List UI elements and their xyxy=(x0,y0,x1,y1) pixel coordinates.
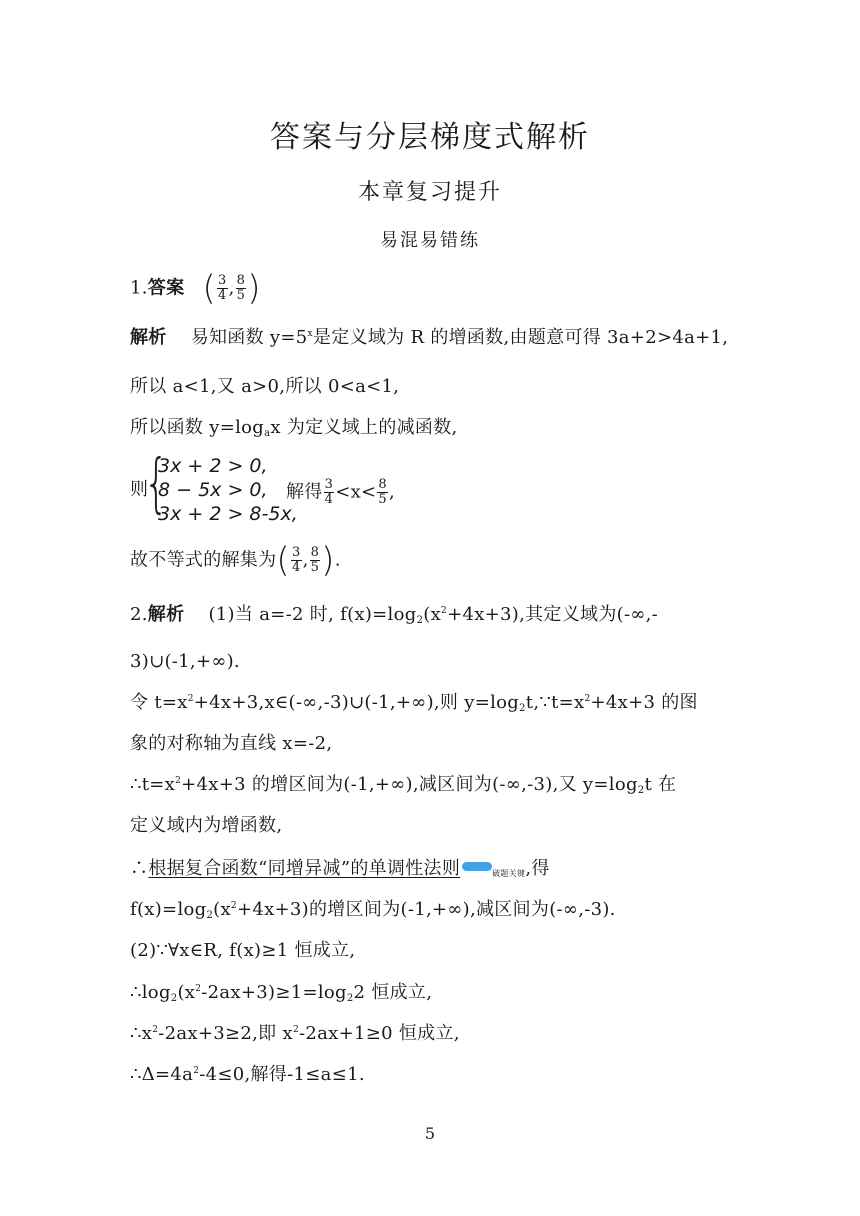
denominator: 4 xyxy=(291,560,301,575)
key-rule-underlined: 根据复合函数“同增异减”的单调性法则 xyxy=(148,858,461,879)
q1-answer-line: 1.答案 ( $\frac{3}{4}$ , $\frac{8}{5}$ ) xyxy=(130,268,261,309)
text: -2ax+3≥2,即 x xyxy=(158,1023,293,1044)
text: +4x+3),其定义域为(-∞,- xyxy=(447,604,659,625)
q2-line6: 定义域内为增函数, xyxy=(130,815,283,836)
superscript: 2 xyxy=(195,984,202,994)
text: +4x+3,x∈(-∞,-3)∪(-1,+∞),则 y=log xyxy=(193,692,520,713)
section-heading: 易混易错练 xyxy=(380,230,480,251)
text: ∴x xyxy=(130,1023,153,1044)
text: 易知函数 y=5 xyxy=(190,327,308,348)
denominator: 4 xyxy=(218,288,227,303)
chapter-subtitle: 本章复习提升 xyxy=(357,180,502,205)
fraction xyxy=(324,478,335,507)
superscript: 2 xyxy=(584,694,591,704)
subscript: 2 xyxy=(346,993,354,1004)
q2-line7 xyxy=(130,857,550,886)
text: ∴ xyxy=(130,858,149,879)
fraction xyxy=(236,274,247,303)
text: . xyxy=(334,549,341,571)
left-paren: ( xyxy=(202,268,217,309)
text: ∴log xyxy=(130,982,171,1003)
superscript: 2 xyxy=(175,776,182,786)
text: 所以函数 y=log xyxy=(130,417,265,438)
q2-number: 2. xyxy=(130,604,148,625)
q2-line2: 3)∪(-1,+∞). xyxy=(130,651,240,672)
text: -2ax+1≥0 恒成立, xyxy=(298,1023,460,1044)
fraction xyxy=(377,478,388,507)
numerator: 8 xyxy=(236,273,246,288)
text: 故不等式的解集为 xyxy=(130,549,277,571)
text: , xyxy=(388,481,396,503)
then-label: 则 xyxy=(130,479,149,500)
superscript: x xyxy=(307,329,313,339)
q1-analysis-line3 xyxy=(130,416,458,440)
q2-line8 xyxy=(130,898,616,922)
system-line-2: 8 − 5x > 0, xyxy=(158,479,268,501)
denominator: 5 xyxy=(310,560,320,575)
subscript: 2 xyxy=(416,615,424,626)
text: f(x)=log xyxy=(130,899,207,920)
q2-line9: (2)∵∀x∈R, f(x)≥1 恒成立, xyxy=(130,940,356,961)
answer-tag: 答案 xyxy=(147,277,185,299)
q2-line4: 象的对称轴为直线 x=-2, xyxy=(130,733,333,754)
text: x 为定义域上的减函数, xyxy=(270,417,458,438)
numerator: 8 xyxy=(378,477,387,492)
q2-line11 xyxy=(130,1022,460,1046)
page-number: 5 xyxy=(424,1124,436,1143)
key-point-label: 破题关键 xyxy=(492,869,526,878)
subscript: 2 xyxy=(206,910,214,921)
superscript: 2 xyxy=(187,694,194,704)
superscript: 2 xyxy=(193,1066,200,1076)
text: +4x+3)的增区间为(-1,+∞),减区间为(-∞,-3). xyxy=(236,899,616,920)
fraction xyxy=(310,546,321,575)
numerator: 3 xyxy=(291,545,301,560)
fraction xyxy=(291,546,302,575)
text: +4x+3 的图 xyxy=(590,692,698,713)
subscript: a xyxy=(264,428,271,439)
text: 解得 xyxy=(286,481,323,503)
denominator: 4 xyxy=(324,492,334,507)
left-brace: { xyxy=(144,447,169,521)
numerator: 3 xyxy=(324,477,334,492)
superscript: 2 xyxy=(441,606,448,616)
right-paren: ) xyxy=(247,268,261,309)
text: 令 t=x xyxy=(130,692,188,713)
text: <x< xyxy=(335,481,377,503)
solve-result xyxy=(286,478,395,507)
text: t,∵t=x xyxy=(525,692,585,713)
superscript: 2 xyxy=(152,1025,159,1035)
q1-conclusion: 故不等式的解集为( $\frac{3}{4}$ , $\frac{8}{5}$ ). xyxy=(130,540,341,581)
text: -4≤0,解得-1≤a≤1. xyxy=(199,1064,365,1085)
superscript: 2 xyxy=(292,1025,299,1035)
text: ∴t=x xyxy=(130,774,176,795)
q2-line3 xyxy=(130,691,698,715)
fraction xyxy=(217,274,228,303)
text: ,得 xyxy=(525,858,550,879)
analysis-tag: 解析 xyxy=(130,327,167,348)
right-paren: ) xyxy=(321,540,335,581)
page-title: 答案与分层梯度式解析 xyxy=(270,120,590,155)
superscript: 2 xyxy=(230,901,237,911)
subscript: 2 xyxy=(519,703,526,714)
subscript: 2 xyxy=(170,993,178,1004)
text: -2ax+3)≥1=log xyxy=(201,982,347,1003)
denominator: 5 xyxy=(378,492,387,507)
system-line-3: 3x + 2 > 8-5x, xyxy=(158,503,298,525)
q2-line5 xyxy=(130,773,676,797)
numerator: 8 xyxy=(310,545,320,560)
subscript: 2 xyxy=(637,785,645,796)
q1-analysis-line2: 所以 a<1,又 a>0,所以 0<a<1, xyxy=(130,376,400,397)
text: t 在 xyxy=(644,774,677,795)
text: 2 恒成立, xyxy=(353,982,433,1003)
text: (x xyxy=(423,604,442,625)
q1-analysis-line1 xyxy=(130,326,728,350)
q2-line12 xyxy=(130,1063,365,1087)
text: +4x+3 的增区间为(-1,+∞),减区间为(-∞,-3),又 y=log xyxy=(181,774,638,795)
text: 是定义域为 R 的增函数,由题意可得 3a+2>4a+1, xyxy=(312,327,729,348)
q2-line10 xyxy=(130,981,432,1005)
analysis-tag: 解析 xyxy=(147,604,185,625)
text: (x xyxy=(177,982,196,1003)
key-point-badge xyxy=(462,862,492,871)
text: (x xyxy=(213,899,231,920)
text: (1)当 a=-2 时, f(x)=log xyxy=(208,604,417,625)
system-line-1: 3x + 2 > 0, xyxy=(158,455,268,477)
q2-line1 xyxy=(130,603,658,627)
text: ∴Δ=4a xyxy=(130,1064,194,1085)
left-paren: ( xyxy=(276,540,290,581)
denominator: 5 xyxy=(236,288,246,303)
numerator: 3 xyxy=(218,273,227,288)
q1-number: 1. xyxy=(130,277,148,299)
